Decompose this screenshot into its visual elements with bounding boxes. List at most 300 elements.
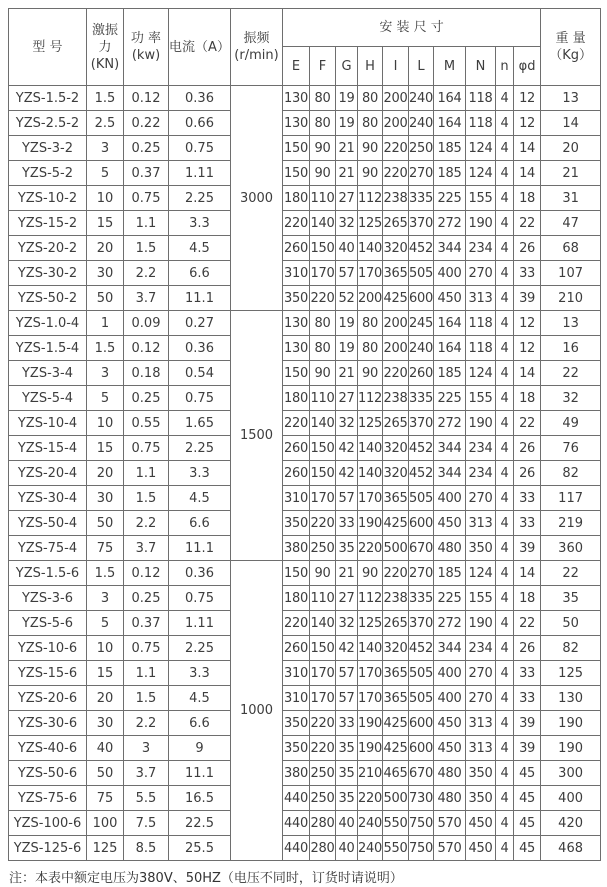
dim-cell: 260: [409, 361, 434, 386]
dim-cell: 270: [466, 686, 496, 711]
dim-cell: 110: [310, 386, 336, 411]
dim-cell: 155: [466, 186, 496, 211]
power-cell: 1.5: [124, 236, 169, 261]
force-cell: 3: [87, 586, 124, 611]
dim-cell: 220: [283, 211, 310, 236]
col-header-model: [9, 9, 87, 86]
current-cell: 3.3: [169, 661, 231, 686]
col-header-weight: 重 量 （Kg）: [541, 9, 601, 86]
dim-cell: 344: [434, 436, 466, 461]
dim-cell: 320: [383, 236, 409, 261]
footer-note: 注：本表中额定电压为380V、50HZ（电压不同时，订货时请说明）: [9, 871, 403, 886]
current-cell: 6.6: [169, 711, 231, 736]
dim-cell: 425: [383, 511, 409, 536]
dim-cell: 27: [336, 386, 358, 411]
dim-cell: 270: [466, 261, 496, 286]
dim-cell: 600: [409, 711, 434, 736]
dim-cell: 45: [514, 811, 541, 836]
dim-cell: 118: [466, 311, 496, 336]
power-cell: 8.5: [124, 836, 169, 861]
dim-cell: 280: [310, 811, 336, 836]
current-cell: 4.5: [169, 486, 231, 511]
dim-cell: 440: [283, 786, 310, 811]
dim-cell: 90: [310, 561, 336, 586]
col-header-dim-N: N: [466, 47, 496, 86]
dim-cell: 22: [514, 411, 541, 436]
dim-cell: 260: [283, 236, 310, 261]
dim-cell: 313: [466, 511, 496, 536]
dim-cell: 21: [336, 361, 358, 386]
dim-cell: 190: [466, 211, 496, 236]
power-cell: 1.1: [124, 211, 169, 236]
dim-cell: 344: [434, 636, 466, 661]
dim-cell: 265: [383, 211, 409, 236]
dim-cell: 250: [310, 761, 336, 786]
model-cell: YZS-15-4: [9, 436, 87, 461]
col-header-dim-I: I: [383, 47, 409, 86]
dim-cell: 450: [434, 286, 466, 311]
current-cell: 2.25: [169, 636, 231, 661]
dim-cell: 112: [358, 386, 383, 411]
power-cell: 0.25: [124, 386, 169, 411]
power-cell: 3.7: [124, 286, 169, 311]
table-row: [9, 561, 601, 586]
dim-cell: 21: [336, 561, 358, 586]
dim-cell: 750: [409, 836, 434, 861]
dim-cell: 4: [496, 261, 514, 286]
table-row: [9, 811, 601, 836]
weight-cell: 107: [541, 261, 601, 286]
dim-cell: 270: [466, 486, 496, 511]
dim-cell: 124: [466, 161, 496, 186]
force-cell: 1: [87, 311, 124, 336]
model-cell: YZS-75-6: [9, 786, 87, 811]
current-cell: 1.65: [169, 411, 231, 436]
dim-cell: 155: [466, 386, 496, 411]
dim-cell: 238: [383, 186, 409, 211]
dim-cell: 170: [358, 486, 383, 511]
col-header-dim-phid: φd: [514, 47, 541, 86]
dim-cell: 250: [310, 786, 336, 811]
model-cell: YZS-10-4: [9, 411, 87, 436]
table-header: [9, 9, 601, 86]
dim-cell: 80: [310, 111, 336, 136]
model-cell: YZS-15-6: [9, 661, 87, 686]
table-row: [9, 536, 601, 561]
dim-cell: 600: [409, 736, 434, 761]
power-cell: 0.55: [124, 411, 169, 436]
dim-cell: 250: [409, 136, 434, 161]
force-cell: 10: [87, 636, 124, 661]
dim-cell: 4: [496, 136, 514, 161]
dim-cell: 270: [409, 161, 434, 186]
dim-cell: 4: [496, 761, 514, 786]
dim-cell: 272: [434, 411, 466, 436]
dim-cell: 310: [283, 661, 310, 686]
dim-cell: 210: [358, 761, 383, 786]
dim-cell: 14: [514, 136, 541, 161]
dim-cell: 452: [409, 436, 434, 461]
weight-cell: 49: [541, 411, 601, 436]
model-cell: YZS-125-6: [9, 836, 87, 861]
weight-cell: 125: [541, 661, 601, 686]
dim-cell: 185: [434, 136, 466, 161]
power-cell: 0.12: [124, 561, 169, 586]
dim-cell: 425: [383, 711, 409, 736]
dim-cell: 4: [496, 811, 514, 836]
dim-cell: 550: [383, 836, 409, 861]
dim-cell: 190: [358, 711, 383, 736]
weight-cell: 82: [541, 461, 601, 486]
power-cell: 0.25: [124, 136, 169, 161]
dim-cell: 52: [336, 286, 358, 311]
dim-cell: 200: [383, 86, 409, 111]
dim-cell: 220: [358, 536, 383, 561]
dim-cell: 4: [496, 361, 514, 386]
dim-cell: 480: [434, 786, 466, 811]
force-cell: 15: [87, 661, 124, 686]
dim-cell: 170: [310, 261, 336, 286]
power-cell: 0.12: [124, 336, 169, 361]
power-cell: 1.5: [124, 486, 169, 511]
dim-cell: 313: [466, 736, 496, 761]
power-cell: 0.75: [124, 186, 169, 211]
dim-cell: 90: [358, 361, 383, 386]
dim-cell: 150: [283, 161, 310, 186]
dim-cell: 730: [409, 786, 434, 811]
dim-cell: 4: [496, 486, 514, 511]
dim-cell: 12: [514, 111, 541, 136]
dim-cell: 26: [514, 236, 541, 261]
weight-cell: 22: [541, 361, 601, 386]
force-cell: 75: [87, 536, 124, 561]
dim-cell: 80: [358, 111, 383, 136]
current-cell: 0.75: [169, 586, 231, 611]
dim-cell: 90: [310, 361, 336, 386]
dim-cell: 245: [409, 311, 434, 336]
dim-cell: 250: [310, 536, 336, 561]
table-row: [9, 261, 601, 286]
force-cell: 3: [87, 136, 124, 161]
dim-cell: 220: [310, 736, 336, 761]
dim-cell: 450: [434, 511, 466, 536]
model-cell: YZS-30-2: [9, 261, 87, 286]
col-header-power: 功 率 (kw): [124, 9, 169, 86]
table-row: [9, 286, 601, 311]
dim-cell: 344: [434, 461, 466, 486]
dim-cell: 4: [496, 186, 514, 211]
current-cell: 0.54: [169, 361, 231, 386]
dim-cell: 350: [466, 536, 496, 561]
dim-cell: 124: [466, 561, 496, 586]
table-row: [9, 211, 601, 236]
dim-cell: 4: [496, 711, 514, 736]
dim-cell: 350: [283, 711, 310, 736]
col-header-force: 激振 力 (KN): [87, 9, 124, 86]
dim-cell: 150: [283, 561, 310, 586]
dim-cell: 57: [336, 486, 358, 511]
dim-cell: 260: [283, 436, 310, 461]
dim-cell: 140: [358, 461, 383, 486]
dim-cell: 170: [310, 486, 336, 511]
dim-cell: 150: [310, 236, 336, 261]
model-cell: YZS-20-6: [9, 686, 87, 711]
dim-cell: 234: [466, 461, 496, 486]
dim-cell: 4: [496, 311, 514, 336]
force-cell: 20: [87, 461, 124, 486]
dim-cell: 238: [383, 386, 409, 411]
current-cell: 11.1: [169, 761, 231, 786]
force-cell: 5: [87, 386, 124, 411]
dim-cell: 35: [336, 786, 358, 811]
table-row: [9, 361, 601, 386]
dim-cell: 19: [336, 111, 358, 136]
current-cell: 0.75: [169, 386, 231, 411]
weight-cell: 420: [541, 811, 601, 836]
model-cell: YZS-30-4: [9, 486, 87, 511]
power-cell: 3.7: [124, 761, 169, 786]
table-row: [9, 836, 601, 861]
dim-cell: 80: [310, 311, 336, 336]
current-cell: 16.5: [169, 786, 231, 811]
dim-cell: 90: [310, 161, 336, 186]
dim-cell: 220: [383, 136, 409, 161]
dim-cell: 39: [514, 736, 541, 761]
dim-cell: 125: [358, 611, 383, 636]
weight-cell: 31: [541, 186, 601, 211]
weight-cell: 50: [541, 611, 601, 636]
force-cell: 2.5: [87, 111, 124, 136]
model-cell: YZS-5-6: [9, 611, 87, 636]
table-row: [9, 786, 601, 811]
weight-cell: 210: [541, 286, 601, 311]
dim-cell: 220: [310, 711, 336, 736]
dim-cell: 220: [383, 561, 409, 586]
model-cell: YZS-5-2: [9, 161, 87, 186]
dim-cell: 45: [514, 836, 541, 861]
dim-cell: 170: [358, 686, 383, 711]
dim-cell: 110: [310, 586, 336, 611]
table-row: [9, 136, 601, 161]
current-cell: 9: [169, 736, 231, 761]
dim-cell: 140: [358, 636, 383, 661]
dim-cell: 4: [496, 561, 514, 586]
model-cell: YZS-50-4: [9, 511, 87, 536]
power-cell: 5.5: [124, 786, 169, 811]
dim-cell: 42: [336, 636, 358, 661]
dim-cell: 272: [434, 211, 466, 236]
power-cell: 0.25: [124, 586, 169, 611]
current-cell: 4.5: [169, 236, 231, 261]
force-cell: 30: [87, 711, 124, 736]
dim-cell: 550: [383, 811, 409, 836]
model-cell: YZS-3-6: [9, 586, 87, 611]
table-row: [9, 761, 601, 786]
dim-cell: 170: [358, 261, 383, 286]
dim-cell: 310: [283, 261, 310, 286]
model-cell: YZS-5-4: [9, 386, 87, 411]
dim-cell: 350: [283, 511, 310, 536]
dim-cell: 4: [496, 661, 514, 686]
dim-cell: 40: [336, 836, 358, 861]
dim-cell: 35: [336, 536, 358, 561]
dim-cell: 33: [336, 511, 358, 536]
force-cell: 20: [87, 686, 124, 711]
table-row: [9, 311, 601, 336]
dim-cell: 400: [434, 261, 466, 286]
dim-cell: 240: [358, 836, 383, 861]
dim-cell: 450: [434, 736, 466, 761]
power-cell: 0.18: [124, 361, 169, 386]
dim-cell: 350: [466, 786, 496, 811]
dim-cell: 19: [336, 86, 358, 111]
dim-cell: 425: [383, 736, 409, 761]
dim-cell: 365: [383, 686, 409, 711]
table-row: [9, 386, 601, 411]
dim-cell: 234: [466, 636, 496, 661]
weight-cell: 16: [541, 336, 601, 361]
dim-cell: 118: [466, 111, 496, 136]
current-cell: 0.66: [169, 111, 231, 136]
force-cell: 50: [87, 286, 124, 311]
dim-cell: 80: [310, 86, 336, 111]
table-row: [9, 111, 601, 136]
dim-cell: 440: [283, 811, 310, 836]
dim-cell: 32: [336, 611, 358, 636]
dim-cell: 505: [409, 486, 434, 511]
dim-cell: 4: [496, 161, 514, 186]
weight-cell: 130: [541, 686, 601, 711]
dim-cell: 185: [434, 361, 466, 386]
dim-cell: 42: [336, 461, 358, 486]
power-cell: 0.75: [124, 436, 169, 461]
dim-cell: 4: [496, 436, 514, 461]
dim-cell: 240: [409, 111, 434, 136]
current-cell: 0.36: [169, 86, 231, 111]
dim-cell: 57: [336, 686, 358, 711]
force-cell: 5: [87, 611, 124, 636]
dim-cell: 21: [336, 136, 358, 161]
dim-cell: 480: [434, 761, 466, 786]
force-cell: 40: [87, 736, 124, 761]
model-cell: YZS-75-4: [9, 536, 87, 561]
dim-cell: 130: [283, 311, 310, 336]
dim-cell: 4: [496, 511, 514, 536]
dim-cell: 33: [514, 661, 541, 686]
dim-cell: 150: [283, 361, 310, 386]
dim-cell: 45: [514, 761, 541, 786]
col-header-dim-M: M: [434, 47, 466, 86]
dim-cell: 4: [496, 736, 514, 761]
weight-cell: 219: [541, 511, 601, 536]
force-cell: 30: [87, 486, 124, 511]
force-cell: 10: [87, 186, 124, 211]
force-cell: 125: [87, 836, 124, 861]
dim-cell: 185: [434, 561, 466, 586]
dim-cell: 344: [434, 236, 466, 261]
power-cell: 3.7: [124, 536, 169, 561]
dim-cell: 4: [496, 236, 514, 261]
dim-cell: 505: [409, 686, 434, 711]
power-cell: 1.1: [124, 461, 169, 486]
weight-cell: 76: [541, 436, 601, 461]
dim-cell: 350: [283, 286, 310, 311]
dim-cell: 125: [358, 411, 383, 436]
dim-cell: 500: [383, 536, 409, 561]
dim-cell: 170: [358, 661, 383, 686]
table-row: [9, 236, 601, 261]
dim-cell: 220: [283, 611, 310, 636]
dim-cell: 225: [434, 386, 466, 411]
dim-cell: 220: [383, 161, 409, 186]
dim-cell: 335: [409, 186, 434, 211]
dim-cell: 4: [496, 611, 514, 636]
dim-cell: 140: [310, 211, 336, 236]
current-cell: 3.3: [169, 461, 231, 486]
dim-cell: 130: [283, 111, 310, 136]
dim-cell: 18: [514, 386, 541, 411]
dim-cell: 12: [514, 336, 541, 361]
dim-cell: 57: [336, 661, 358, 686]
dim-cell: 400: [434, 486, 466, 511]
table-row: [9, 511, 601, 536]
dim-cell: 465: [383, 761, 409, 786]
weight-cell: 47: [541, 211, 601, 236]
power-cell: 2.2: [124, 261, 169, 286]
table-row: [9, 486, 601, 511]
dim-cell: 335: [409, 586, 434, 611]
dim-cell: 4: [496, 286, 514, 311]
dim-cell: 26: [514, 436, 541, 461]
dim-cell: 118: [466, 336, 496, 361]
model-cell: YZS-50-2: [9, 286, 87, 311]
dim-cell: 39: [514, 286, 541, 311]
dim-cell: 110: [310, 186, 336, 211]
dim-cell: 80: [358, 86, 383, 111]
dim-cell: 140: [310, 611, 336, 636]
current-cell: 0.36: [169, 336, 231, 361]
dim-cell: 42: [336, 436, 358, 461]
spec-table: [8, 8, 601, 861]
dim-cell: 18: [514, 186, 541, 211]
model-cell: YZS-1.5-6: [9, 561, 87, 586]
dim-cell: 240: [409, 86, 434, 111]
dim-cell: 370: [409, 211, 434, 236]
dim-cell: 4: [496, 836, 514, 861]
dim-cell: 200: [383, 336, 409, 361]
model-cell: YZS-2.5-2: [9, 111, 87, 136]
dim-cell: 400: [434, 686, 466, 711]
dim-cell: 225: [434, 186, 466, 211]
weight-cell: 13: [541, 86, 601, 111]
col-header-dim-G: G: [336, 47, 358, 86]
dim-cell: 19: [336, 311, 358, 336]
table-row: [9, 161, 601, 186]
force-cell: 1.5: [87, 336, 124, 361]
model-cell: YZS-30-6: [9, 711, 87, 736]
power-cell: 2.2: [124, 511, 169, 536]
col-header-model-label: 型 号: [32, 39, 63, 55]
dim-cell: 238: [383, 586, 409, 611]
weight-cell: 13: [541, 311, 601, 336]
dim-cell: 27: [336, 186, 358, 211]
model-cell: YZS-15-2: [9, 211, 87, 236]
dim-cell: 26: [514, 461, 541, 486]
power-cell: 0.37: [124, 161, 169, 186]
table-row: [9, 611, 601, 636]
dim-cell: 32: [336, 211, 358, 236]
dim-cell: 4: [496, 211, 514, 236]
